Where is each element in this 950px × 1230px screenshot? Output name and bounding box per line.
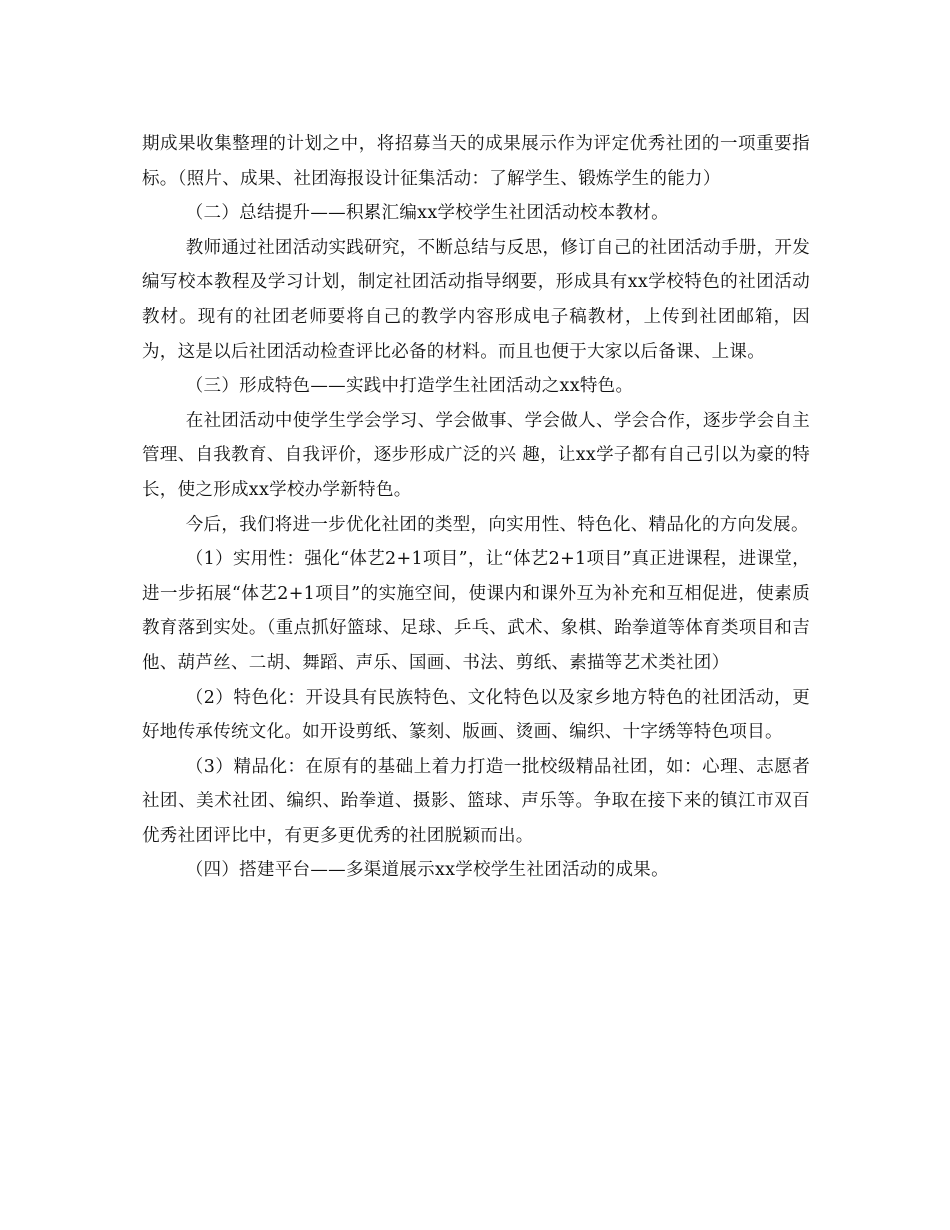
section-heading-features: （三）形成特色——实践中打造学生社团活动之xx特色。 xyxy=(185,376,634,397)
list-item-practicality: （1）实用性：强化“体艺2+1项目”，让“体艺2+1项目”真正进课程，进课堂，进一步拓展“体艺2+1项目”的实施空间，使课内和课外互为补充和互相促进，使素质教育落到实处。（重点抓好篮球、足球、乒乓、武术、象棋、跆拳道等体育类项目和吉他、葫芦丝、二胡、舞蹈、声乐、国画、书法、剪纸、素描等艺术类社团） xyxy=(142,549,810,673)
list-item-characteristics: （2）特色化：开设具有民族特色、文化特色以及家乡地方特色的社团活动，更好地传承传统文化。如开设剪纸、篆刻、版画、烫画、编织、十字绣等特色项目。 xyxy=(142,687,810,743)
section-heading-summary: （二）总结提升——积累汇编xx学校学生社团活动校本教材。 xyxy=(185,203,669,224)
document-body xyxy=(142,127,810,888)
paragraph-future-plan: 今后，我们将进一步优化社团的类型，向实用性、特色化、精品化的方向发展。 xyxy=(185,514,809,535)
paragraph-continuation: 期成果收集整理的计划之中，将招募当天的成果展示作为评定优秀社团的一项重要指标。（照片、成果、社团海报设计征集活动：了解学生、锻炼学生的能力） xyxy=(142,134,810,189)
section-heading-platform: （四）搭建平台——多渠道展示xx学校学生社团活动的成果。 xyxy=(185,860,669,881)
paragraph-student-skills: 在社团活动中使学生学会学习、学会做事、学会做人、学会合作，逐步学会自主管理、自我教育、自我评价，逐步形成广泛的兴 趣，让xx学子都有自己引以为豪的特长，使之形成xx学校办学新特色。 xyxy=(142,410,810,500)
paragraph-teacher-research: 教师通过社团活动实践研究，不断总结与反思，修订自己的社团活动手册，开发编写校本教程及学习计划，制定社团活动指导纲要，形成具有xx学校特色的社团活动教材。现有的社团老师要将自己的教学内容形成电子稿教材，上传到社团邮箱，因为，这是以后社团活动检查评比必备的材料。而且也便于大家以后备课、上课。 xyxy=(142,237,810,362)
list-item-quality: （3）精品化：在原有的基础上着力打造一批校级精品社团，如：心理、志愿者社团、美术社团、编织、跆拳道、摄影、篮球、声乐等。争取在接下来的镇江市双百优秀社团评比中，有更多更优秀的社团脱颖而出。 xyxy=(142,756,810,846)
